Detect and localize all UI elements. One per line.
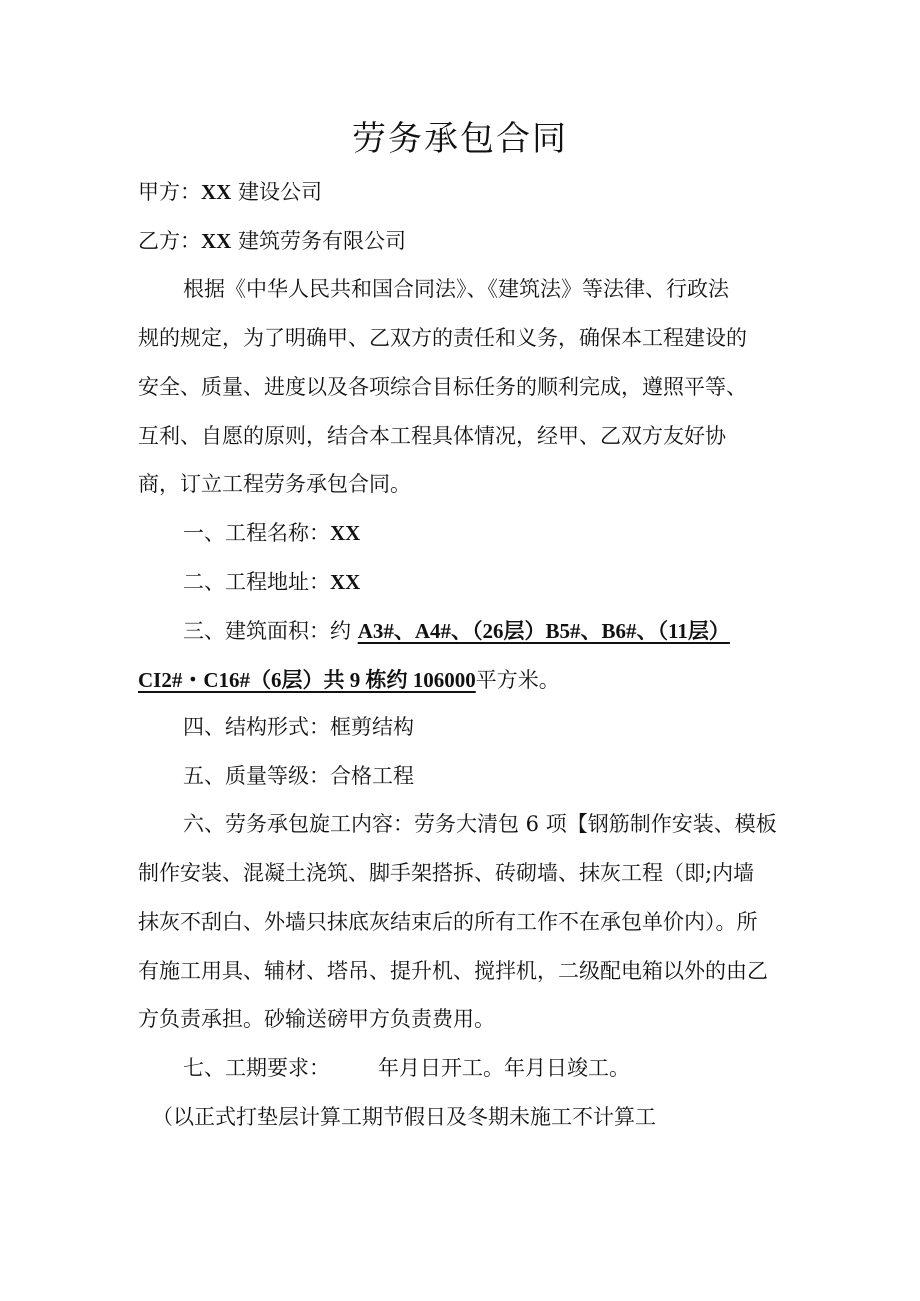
clause-4-structure-type: 四、结构形式：框剪结构 — [183, 715, 414, 739]
party-a-name-rest: 建设公司 — [238, 180, 323, 204]
clause-7-label: 七、工期要求： — [183, 1056, 330, 1080]
clause-7-schedule — [183, 1054, 843, 1082]
clause-3-buildings-2: CI2#・C16#（6层）共 9 栋约 106000 — [138, 668, 476, 692]
preamble-line-1: 根据《中华人民共和国合同法》、《建筑法》等法律、行政法 — [183, 277, 729, 301]
preamble-line-5: 商，订立工程劳务承包合同。 — [138, 472, 411, 496]
clause-2-label: 二、工程地址： — [183, 570, 330, 594]
clause-1-label: 一、工程名称： — [183, 521, 330, 545]
clause-3-label: 三、建筑面积：约 — [183, 619, 358, 643]
clause-2-project-address — [183, 568, 843, 596]
clause-3-unit: 平方米。 — [475, 668, 560, 692]
party-b-label: 乙方： — [138, 229, 201, 253]
party-a-name-bold: XX — [201, 180, 232, 204]
clause-6-line-1: 六、劳务承包旋工内容：劳务大清包 6 项【钢筋制作安装、模板 — [183, 812, 777, 836]
preamble-line-3: 安全、质量、进度以及各项综合目标任务的顺利完成，遵照平等、 — [138, 375, 747, 399]
preamble-line-4: 互利、自愿的原则，结合本工程具体情况，经甲、乙双方友好协 — [138, 424, 726, 448]
clause-6-line-3: 抹灰不刮白、外墙只抹底灰结束后的所有工作不在承包单价内）。所 — [138, 910, 758, 934]
clause-1-value: XX — [330, 521, 361, 545]
party-b-name-rest: 建筑劳务有限公司 — [238, 229, 407, 253]
clause-2-value: XX — [330, 570, 361, 594]
clause-6-line-5: 方负责承担。砂输送磅甲方负责费用。 — [138, 1007, 495, 1031]
schedule-note: （以正式打垫层计算工期节假日及冬期未施工不计算工 — [152, 1105, 656, 1129]
clause-6-line-2: 制作安装、混凝土浇筑、脚手架搭拆、砖砌墙、抹灰工程（即;内墙 — [138, 861, 755, 885]
preamble-line-2: 规的规定，为了明确甲、乙双方的责任和义务，确保本工程建设的 — [138, 326, 747, 350]
clause-1-project-name — [183, 519, 843, 547]
clause-6-line-4: 有施工用具、辅材、塔吊、提升机、搅拌机，二级配电箱以外的由乙 — [138, 959, 768, 983]
clause-3-buildings-1: A3#、A4#、（26层）B5#、B6#、（11层） — [357, 619, 730, 643]
party-a-label: 甲方： — [138, 180, 201, 204]
document-title: 劳务承包合同 — [352, 119, 568, 159]
party-b-name-bold: XX — [201, 229, 232, 253]
clause-7-value: 年月日开工。年月日竣工。 — [378, 1056, 630, 1080]
clause-5-quality-grade: 五、质量等级：合格工程 — [183, 764, 414, 788]
clause-3-building-area-line-1 — [183, 617, 843, 645]
clause-3-building-area-line-2 — [138, 666, 798, 694]
party-b-line — [138, 227, 798, 255]
party-a-line — [138, 178, 798, 206]
